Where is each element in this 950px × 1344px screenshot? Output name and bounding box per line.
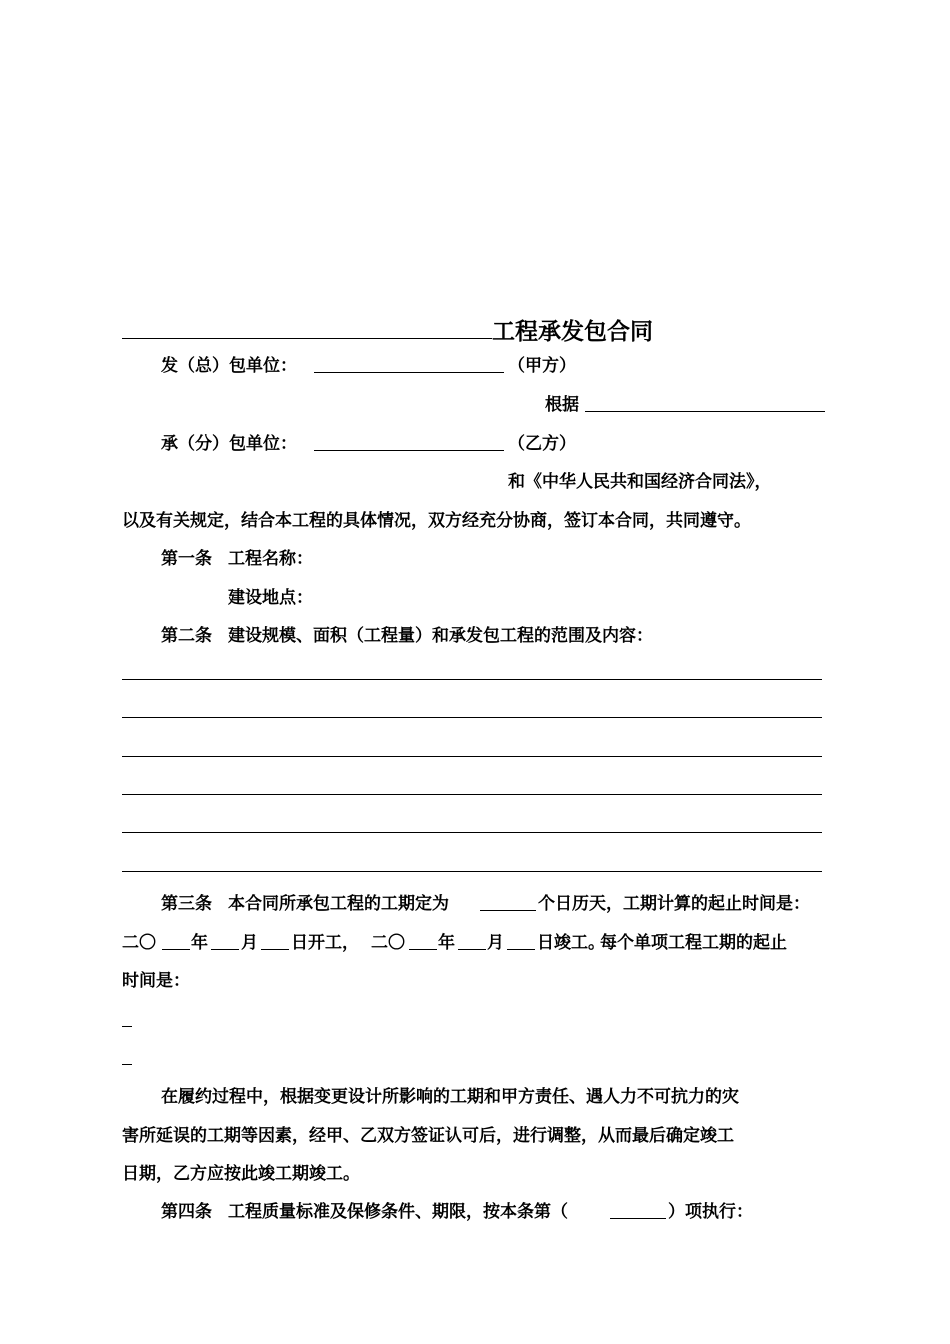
- article-3-label: 第三条: [161, 894, 212, 914]
- adjust-text-2: 害所延误的工期等因素，经甲、乙双方签证认可后，进行调整，从而最后确定竣工: [122, 1126, 734, 1146]
- party-b-blank[interactable]: [314, 432, 504, 458]
- fill-line-5[interactable]: [122, 832, 822, 833]
- duration-blank[interactable]: [480, 892, 536, 918]
- party-a-label: 发（总）包单位：: [161, 356, 297, 376]
- fill-line-3[interactable]: [122, 756, 822, 757]
- article-4-text-b: ）项执行：: [668, 1202, 753, 1222]
- article-2-label: 第二条: [161, 626, 212, 646]
- start-day-blank[interactable]: [261, 931, 289, 957]
- fill-line-1[interactable]: [122, 679, 822, 680]
- start-month-blank[interactable]: [211, 931, 239, 957]
- end-day-blank[interactable]: [507, 931, 535, 957]
- end-year-label: 年: [438, 933, 455, 953]
- basis-blank[interactable]: [585, 393, 825, 419]
- end-month-label: 月: [487, 933, 504, 953]
- project-name-blank[interactable]: [122, 316, 492, 339]
- end-year-prefix: 二〇: [371, 933, 405, 953]
- project-name-label: 工程名称：: [228, 549, 313, 569]
- preamble-text: 以及有关规定，结合本工程的具体情况，双方经充分协商，签订本合同，共同遵守。: [122, 511, 751, 531]
- article-2-text: 建设规模、面积（工程量）和承发包工程的范围及内容：: [228, 626, 653, 646]
- end-label: 日竣工。: [537, 933, 605, 953]
- article-4-blank[interactable]: [610, 1200, 666, 1226]
- end-month-blank[interactable]: [458, 931, 486, 957]
- start-month-label: 月: [241, 933, 258, 953]
- party-a-suffix: （甲方）: [508, 356, 576, 376]
- basis-label: 根据: [545, 395, 579, 415]
- adjust-text-1: 在履约过程中，根据变更设计所影响的工期和甲方责任、遇人力不可抗力的灾: [161, 1087, 739, 1107]
- article-3-line-2-tail: 每个单项工程工期的起止: [600, 933, 787, 953]
- article-1-label: 第一条: [161, 549, 212, 569]
- adjust-text-3: 日期，乙方应按此竣工期竣工。: [122, 1164, 360, 1184]
- fill-dash-2[interactable]: [122, 1064, 132, 1065]
- fill-line-2[interactable]: [122, 717, 822, 718]
- party-b-label: 承（分）包单位：: [161, 434, 297, 454]
- start-label: 日开工，: [291, 933, 359, 953]
- article-3-time-label: 时间是：: [122, 971, 190, 991]
- article-3-text-a: 本合同所承包工程的工期定为: [228, 894, 449, 914]
- law-reference: 和《中华人民共和国经济合同法》，: [508, 472, 772, 492]
- article-3-text-b: 个日历天，工期计算的起止时间是：: [538, 894, 810, 914]
- party-b-suffix: （乙方）: [508, 434, 576, 454]
- fill-line-6[interactable]: [122, 871, 822, 872]
- start-year-prefix: 二〇: [122, 933, 156, 953]
- party-a-blank[interactable]: [314, 354, 504, 380]
- end-year-blank[interactable]: [409, 931, 437, 957]
- contract-title: [122, 316, 653, 346]
- location-label: 建设地点：: [228, 588, 313, 608]
- fill-dash-1[interactable]: [122, 1026, 132, 1027]
- fill-line-4[interactable]: [122, 794, 822, 795]
- article-4-label: 第四条: [161, 1202, 212, 1222]
- article-4-text-a: 工程质量标准及保修条件、期限，按本条第（: [228, 1202, 568, 1222]
- start-year-blank[interactable]: [162, 931, 190, 957]
- title-text: 工程承发包合同: [492, 319, 653, 345]
- start-year-label: 年: [191, 933, 208, 953]
